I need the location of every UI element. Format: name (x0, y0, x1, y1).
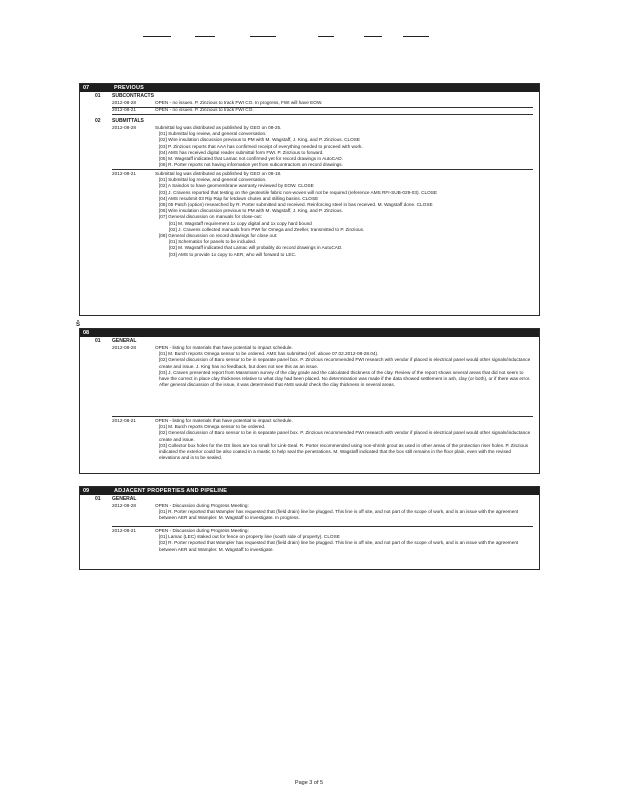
entry-date: 2012-08-21 (112, 418, 136, 423)
entry-date: 2012-08-21 (112, 171, 136, 176)
entry-line: [04] AMS resubmit 03 Rip Rap for letdown chutes and stilling basins. CLOSE (159, 195, 319, 201)
section-header (80, 84, 539, 92)
entry-line: OPEN - no issues. P. Zinzious to track FWI CO. (155, 107, 254, 112)
header-rule (250, 36, 276, 37)
entry-line: Submittal log was distributed as published by GEO on 08-18. (155, 171, 282, 176)
header-rule (318, 36, 334, 37)
entry-line: [04] AMS has received digital reader submittal form FWI. P. Zinzious to forward. (159, 149, 324, 155)
entry-line: OPEN - Discussion during Progress Meeting: (155, 503, 249, 508)
section-title: PREVIOUS (114, 85, 145, 91)
entry-line: [01] Lamac (LEC) staked out for fence on property line (south side of property). CLOSE (159, 534, 340, 540)
section-07 (79, 83, 540, 316)
entry-line: [06] Wire insulation discussion previous to PM with M. Wagstaff, J. King, and P. Zinzious. (159, 208, 343, 214)
entry-date: 2012-08-21 (112, 107, 136, 112)
subsection-header (80, 496, 539, 503)
subsection-number: 01 (95, 496, 101, 502)
entry-line: [02] R. Porter reported that Wampler has requested that (field drain) line be plugged. This line is off site, and not part of the scope of work, and is an issue with the agreement between AER and Wampler. M. Wagstaff to investigate. (159, 540, 519, 552)
subsection-header (80, 93, 539, 100)
row-divider (112, 416, 533, 417)
entry-line: OPEN - Discussion during Progress Meeting: (155, 528, 249, 533)
entry-date: 2012-08-28 (112, 125, 136, 130)
entry-line: [03] P. Zinzious reports that AAA has confirmed receipt of everything needed to proceed with work. (159, 143, 363, 149)
subsection-number: 02 (95, 118, 101, 124)
entry-line: [06] R. Porter reports not having information yet from subcontractors on record drawings. (159, 162, 343, 168)
entry-line: [05] 05 Patch (option) researched by R. Porter submitted and received. Reinforcing steel in bas received. M. Wagstaff done. CLOSE (159, 202, 433, 208)
subsection-header (80, 118, 539, 125)
entry (80, 100, 539, 107)
entry-line: [02] General discussion of Baro sensor to be in separate panel box. P. Zinzious recommended FWI research with vendor if placed is electrical panel would other signals/inductance create and issue. J. King has no feedback, but does not see this as an issue. (159, 357, 531, 369)
subsection-name: GENERAL (112, 496, 137, 502)
header-rule (364, 36, 382, 37)
entry-body (155, 107, 533, 113)
entry-line: Submittal log was distributed as published by GEO on 08-25. (155, 125, 282, 130)
entry-date: 2012-08-21 (112, 528, 136, 533)
entry-body (155, 418, 533, 461)
entry (80, 125, 539, 171)
entry-line: OPEN - listing for materials that have potential to impact schedule. (155, 418, 293, 423)
subsection-number: 01 (95, 338, 101, 344)
entry-body (155, 125, 533, 168)
entry-line: OPEN - listing for materials that have potential to impact schedule. (155, 345, 293, 350)
entry-line: [03] J. Craven presented report from Massmann survey of the clay grade and the calculated thickness of the clay. Review of the report shows several areas that did not seem to have the correct in place clay thickness relative to what clay had been placed. No determination was made if the data showed settlement in ash, clay (or both), or if there was error. After general discussion of the issue, it was determined that AMS would check the clay thickness in several areas. (159, 369, 531, 388)
entry-line: [01] Schematics for panels to be included. (169, 239, 257, 245)
page-footer: Page 3 of 5 (294, 780, 324, 786)
entry-line: [02] A Saindon to have geomembrane warranty reviewed by EOW. CLOSE (159, 183, 314, 189)
entry (80, 107, 539, 116)
entry (80, 528, 539, 560)
entry-body (155, 503, 533, 522)
entry-line: [02] M. Wagstaff indicated that Lamac will probably do record drawings in AutoCAD. (169, 245, 343, 251)
entry-line: [08] General discussion on record drawings for close out: (159, 233, 278, 239)
row-divider (112, 169, 533, 170)
entry-line: [03] J. Cravens reported that testing on the geotextile fabric non-woven will not be required (reference AMS RFI-SUB-029-03). CLOSE (159, 189, 438, 195)
entry-line: [01] M. Wagstaff requirement 1x copy digital and 1x copy hard bound (169, 220, 312, 226)
row-divider (112, 526, 533, 527)
entry (80, 171, 539, 259)
section-number: 09 (83, 488, 90, 494)
subsection-header (80, 338, 539, 345)
entry (80, 345, 539, 418)
entry (80, 503, 539, 528)
subsection-name: SUBCONTRACTS (112, 93, 154, 99)
entry-date: 2012-08-28 (112, 345, 136, 350)
entry-line: [01] Submittal log review, and general conversation. (159, 177, 267, 183)
entry-date: 2012-08-28 (112, 503, 136, 508)
entry-body (155, 100, 533, 106)
entry-line: [01] Submittal log review, and general conversation. (159, 131, 267, 137)
section-header (80, 329, 539, 337)
scan-mark: Š (76, 322, 81, 328)
section-number: 08 (83, 330, 90, 336)
entry-line: [01] R. Porter reported that Wampler has requested that (field drain) line be plugged. This line is off site, and not part of the scope of work, and is an issue with the agreement between AER and Wampler. M. Wagstaff to investigate. In progress. (159, 509, 519, 521)
section-08 (79, 328, 540, 474)
entry-body (155, 528, 533, 553)
section-09 (79, 486, 540, 570)
entry-line: [01] M. Burch reports Omega sensor to be ordered. (159, 424, 266, 430)
entry-body (155, 171, 533, 258)
entry-line: [05] M. Wagstaff indicated that Lamac not confirmed yet for record drawings in AutoCAD. (159, 156, 343, 162)
section-header (80, 487, 539, 495)
entry-line: [02] General discussion of Baro sensor to be in separate panel box. P. Zinzious recommended FWI research with vendor if placed is electrical panel would other signals/inductance create and issue. (159, 430, 531, 442)
row-divider (112, 114, 533, 115)
entry-line: [03] Collector box holes for the DS lines are too small for Link-Seal. R. Porter recommended using non-shrink grout as used in other areas of the protection riser holes. P. Zinzious indicated the exterior could be also coated in a mastic to help seal the penetrations. M. Wagstaff indicated that the box still remains in the floor plain, even with the revised elevations and is to be sealed. (159, 442, 529, 461)
entry-line: [02] J. Cravens collected manuals from PWI for Omega and Zeeller, transmitted to P. Zinzious. (169, 226, 365, 232)
entry-line: OPEN - no issues. P. Zinzious to track FWI CO. In progress, FWI will have EOW. (155, 100, 323, 105)
entry-body (155, 345, 533, 388)
entry-line: [01] M. Burch reports Omega sensor to be ordered. AMS has submitted (ref. above 07.02.2012-08-28.04). (159, 351, 379, 357)
section-title: ADJACENT PROPERTIES AND PIPELINE (114, 488, 228, 494)
section-number: 07 (83, 85, 90, 91)
subsection-name: SUBMITTALS (112, 118, 144, 124)
entry-line: [07] General discussion on manuals for close-out: (159, 214, 262, 220)
entry-line: [03] AMS to provide 1x copy to AER, who will forward to LEC. (169, 251, 297, 257)
subsection-name: GENERAL (112, 338, 137, 344)
subsection-number: 01 (95, 93, 101, 99)
header-rule (195, 36, 215, 37)
entry-date: 2012-08-28 (112, 100, 136, 105)
header-rule (143, 36, 171, 37)
entry (80, 418, 539, 473)
entry-line: [02] Wire insulation discussion previous to PM with M. Wagstaff, J. King, and P. Zinzious. CLOSE (159, 137, 361, 143)
header-rule (403, 36, 429, 37)
